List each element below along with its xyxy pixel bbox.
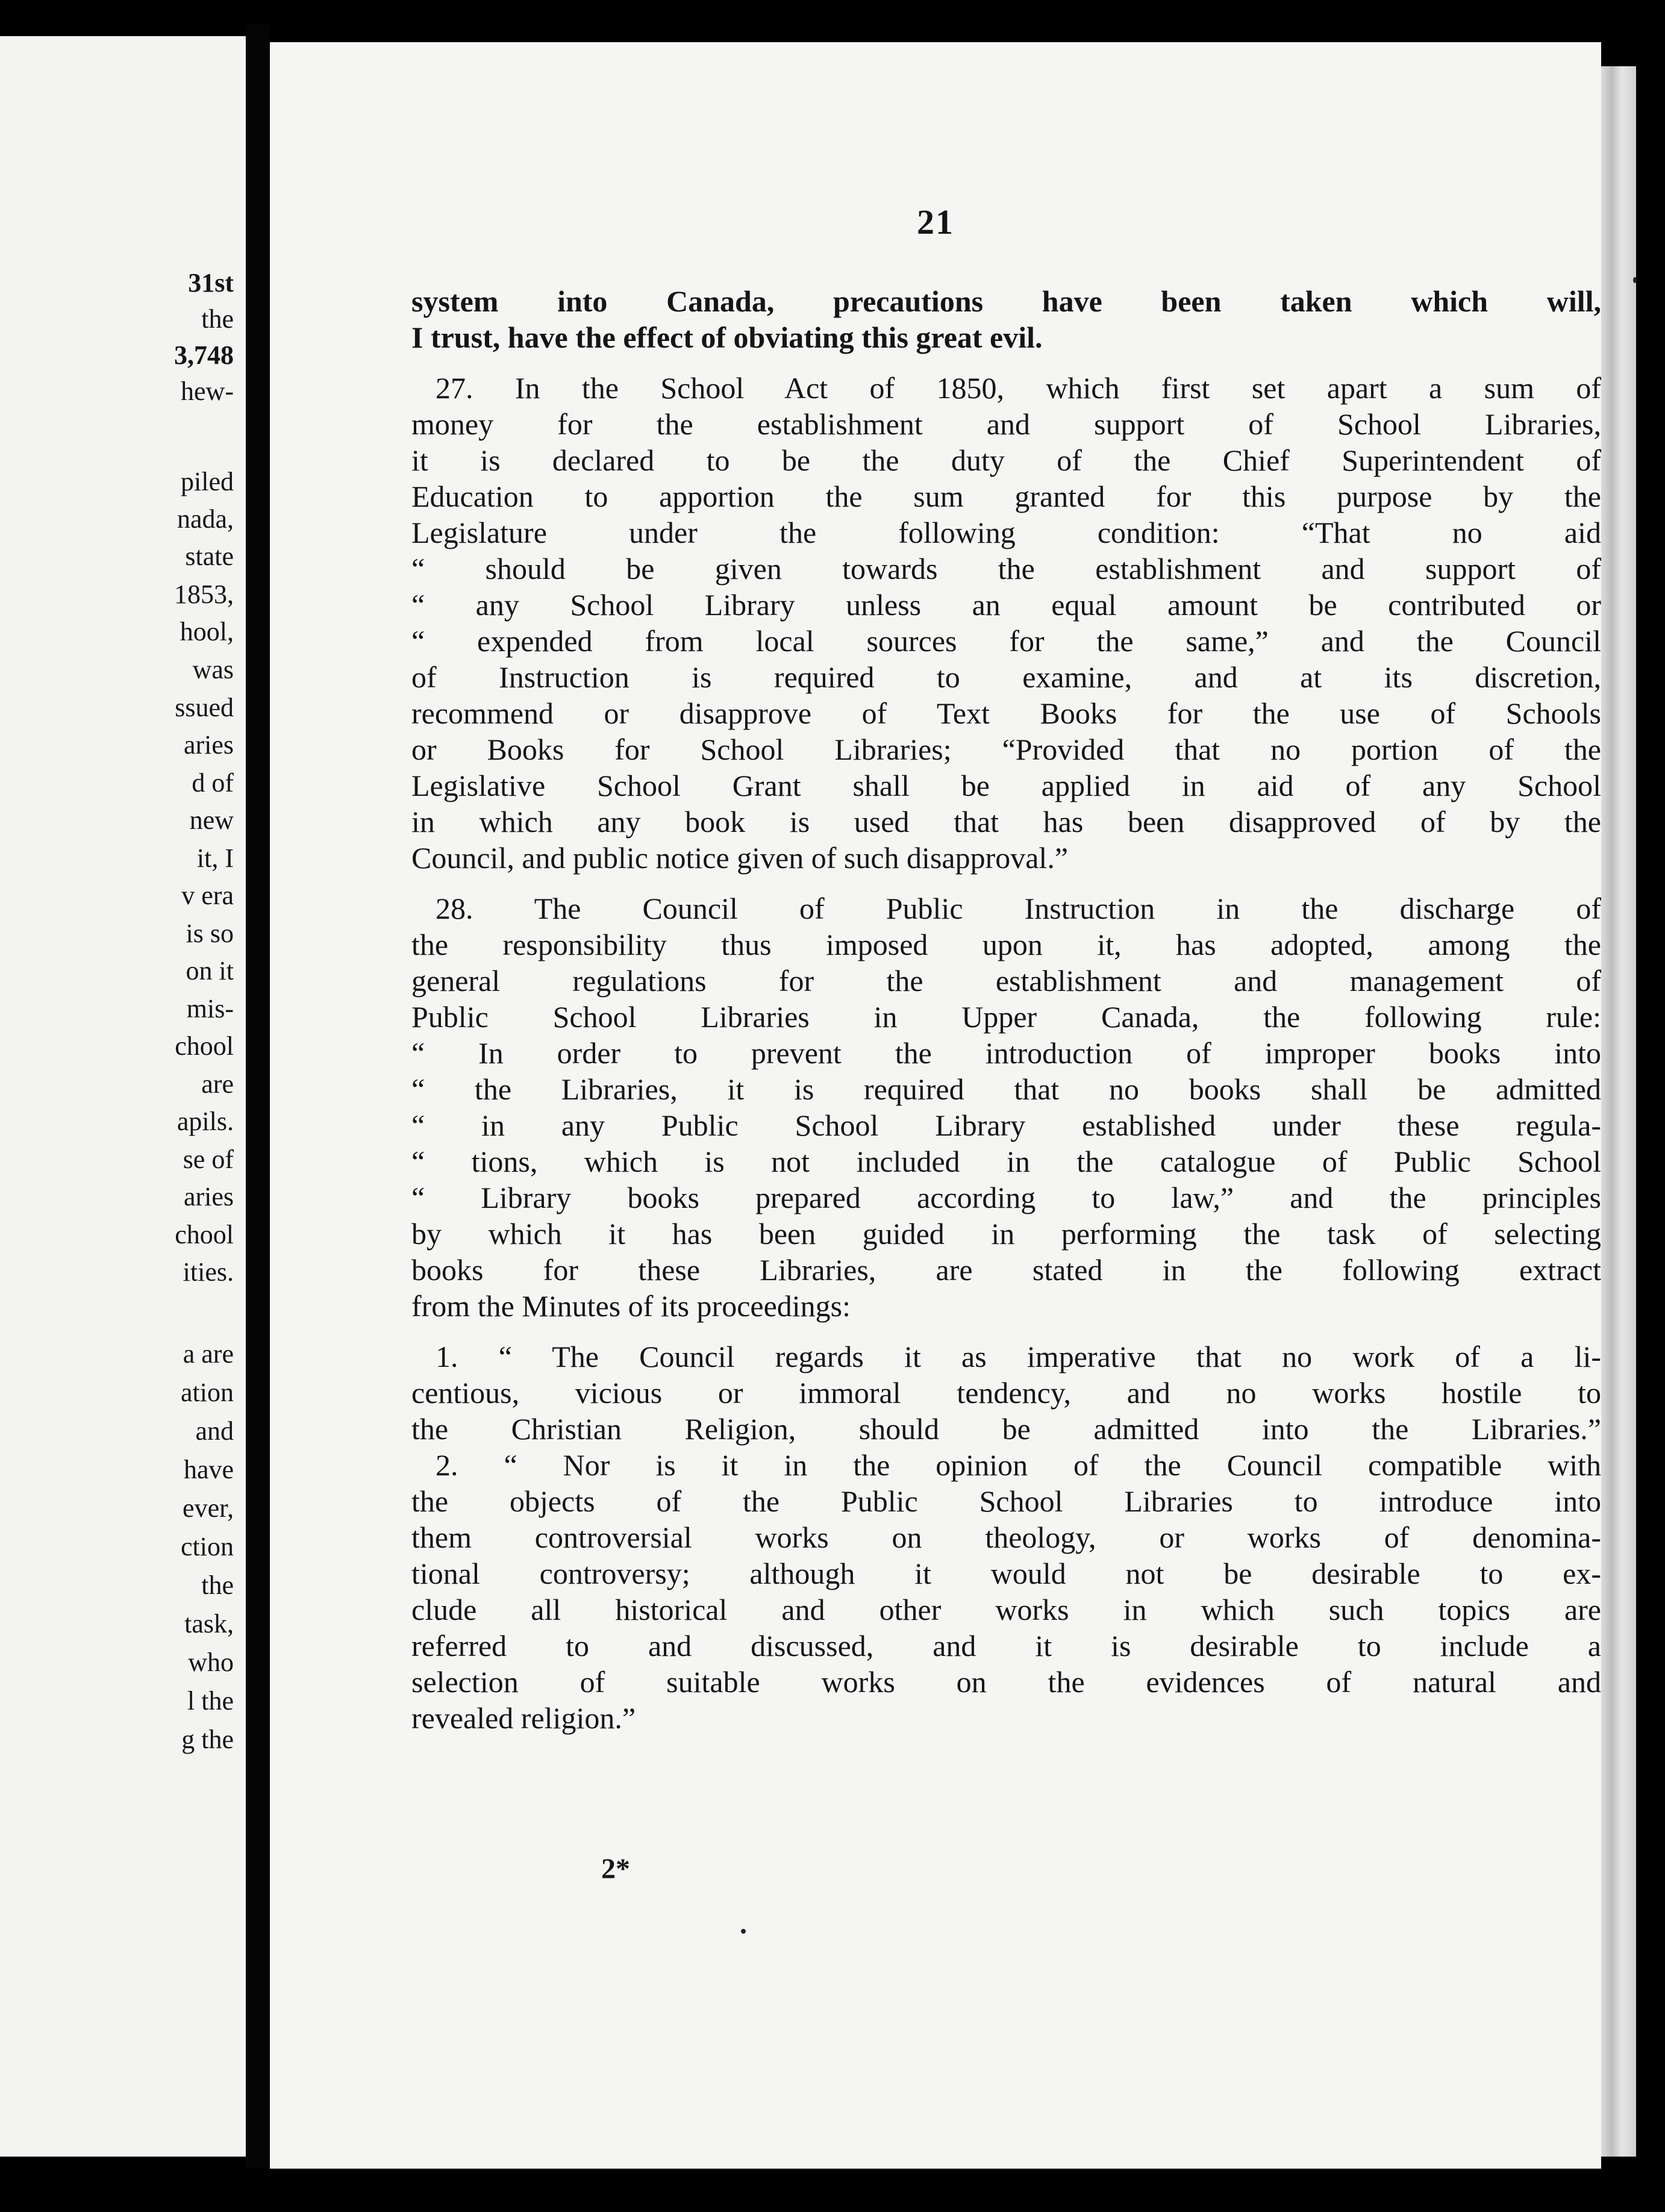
left-fragment: l the [187, 1686, 234, 1716]
signature-mark: 2* [601, 1853, 630, 1885]
left-fragment: nada, [176, 504, 234, 534]
left-fragment: aries [183, 730, 234, 760]
left-fragment: 3,748 [174, 340, 234, 370]
left-fragment: hew- [181, 376, 234, 406]
text-line: the responsibility thus imposed upon it, has adopted, among the [411, 928, 1601, 961]
text-line: Council, and public notice given of such disapproval.” [411, 841, 1069, 875]
text-line: recommend or disapprove of Text Books for the use of Schools [411, 696, 1601, 730]
left-fragment: task, [184, 1609, 234, 1639]
text-line: “ should be given towards the establishment and support of [411, 552, 1601, 586]
text-line: the objects of the Public School Libraries to introduce into [411, 1484, 1601, 1518]
left-fragment: ction [181, 1532, 234, 1561]
left-fragment: state [185, 542, 234, 571]
left-fragment: new [189, 805, 234, 835]
text-line: in which any book is used that has been disapproved of by the [411, 805, 1601, 839]
left-fragment: ssued [175, 693, 234, 722]
text-line: by which it has been guided in performing the task of selecting [411, 1217, 1601, 1251]
text-line: it is declared to be the duty of the Chief Superintendent of [411, 443, 1601, 477]
text-line: general regulations for the establishment and management of [411, 964, 1601, 998]
text-line: 1. “ The Council regards it as imperative that no work of a li- [436, 1340, 1601, 1373]
text-line: Public School Libraries in Upper Canada, the following rule: [411, 1000, 1601, 1034]
left-fragment: ities. [183, 1257, 234, 1287]
text-line: Education to apportion the sum granted for this purpose by the [411, 480, 1601, 513]
text-line: them controversial works on theology, or works of denomina- [411, 1520, 1601, 1554]
text-line: from the Minutes of its proceedings: [411, 1289, 851, 1323]
left-fragment: g the [181, 1725, 234, 1754]
left-fragment: apils. [176, 1107, 234, 1136]
left-fragment: ever, [183, 1493, 234, 1523]
text-line: money for the establishment and support of School Libraries, [411, 407, 1601, 441]
text-line: “ In order to prevent the introduction of improper books into [411, 1036, 1601, 1070]
text-line: “ in any Public School Library established under these regula- [411, 1108, 1601, 1142]
left-fragment: se of [183, 1145, 234, 1174]
right-page [270, 42, 1601, 2169]
left-fragment: it, I [196, 843, 234, 873]
text-line: “ any School Library unless an equal amount be contributed or [411, 588, 1601, 622]
left-fragment: and [195, 1416, 234, 1446]
left-fragment: v era [181, 881, 234, 910]
left-fragment: who [188, 1648, 234, 1677]
left-fragment: 31st [188, 268, 234, 298]
text-line: clude all historical and other works in which such topics are [411, 1593, 1601, 1626]
text-line: system into Canada, precautions have been taken which will, [411, 284, 1601, 318]
text-line: tional controversy; although it would not be desirable to ex- [411, 1557, 1601, 1590]
text-line: the Christian Religion, should be admitted into the Libraries.” [411, 1412, 1601, 1446]
left-fragment: chool [175, 1220, 234, 1249]
text-line: 2. “ Nor is it in the opinion of the Council compatible with [436, 1448, 1601, 1482]
text-line: selection of suitable works on the evidences of natural and [411, 1665, 1601, 1699]
left-fragment: a are [183, 1339, 234, 1369]
left-fragment: mis- [186, 994, 234, 1023]
left-page-remnant [0, 36, 246, 2157]
text-line: or Books for School Libraries; “Provided that no portion of the [411, 733, 1601, 766]
text-line: I trust, have the effect of obviating this great evil. [411, 320, 1043, 354]
text-line: 28. The Council of Public Instruction in the discharge of [436, 892, 1601, 925]
left-fragment: the [201, 1570, 234, 1600]
text-line: 27. In the School Act of 1850, which first set apart a sum of [436, 371, 1601, 405]
text-line: “ tions, which is not included in the catalogue of Public School [411, 1145, 1601, 1178]
text-line: Legislative School Grant shall be applied in aid of any School [411, 769, 1601, 802]
book-gutter [246, 24, 270, 2169]
text-line: referred to and discussed, and it is desirable to include a [411, 1629, 1601, 1663]
text-line: “ Library books prepared according to law,” and the principles [411, 1181, 1601, 1214]
text-line: “ the Libraries, it is required that no books shall be admitted [411, 1072, 1601, 1106]
left-fragment: was [192, 655, 234, 684]
left-fragment: is so [186, 919, 234, 948]
text-line: “ expended from local sources for the same,” and the Council [411, 624, 1601, 658]
text-line: books for these Libraries, are stated in the following extract [411, 1253, 1601, 1287]
left-fragment: aries [183, 1182, 234, 1211]
left-fragment: the [201, 304, 234, 334]
left-fragment: have [183, 1455, 234, 1484]
left-fragment: are [201, 1069, 234, 1099]
left-fragment: hool, [180, 617, 234, 646]
left-fragment: d of [192, 768, 234, 798]
left-fragment: 1853, [174, 580, 234, 609]
ink-speck [1633, 277, 1637, 283]
ink-speck [741, 1929, 746, 1934]
left-fragment: piled [181, 467, 234, 496]
left-fragment: chool [175, 1031, 234, 1061]
text-line: revealed religion.” [411, 1701, 636, 1735]
page-edge [1601, 66, 1636, 2157]
text-line: of Instruction is required to examine, and at its discretion, [411, 660, 1601, 694]
text-line: centious, vicious or immoral tendency, and no works hostile to [411, 1376, 1601, 1410]
page-number: 21 [917, 202, 954, 242]
body-text [411, 283, 1601, 1736]
text-line: Legislature under the following condition: “That no aid [411, 516, 1601, 549]
left-fragment: on it [186, 956, 234, 986]
left-fragment: ation [181, 1378, 234, 1407]
